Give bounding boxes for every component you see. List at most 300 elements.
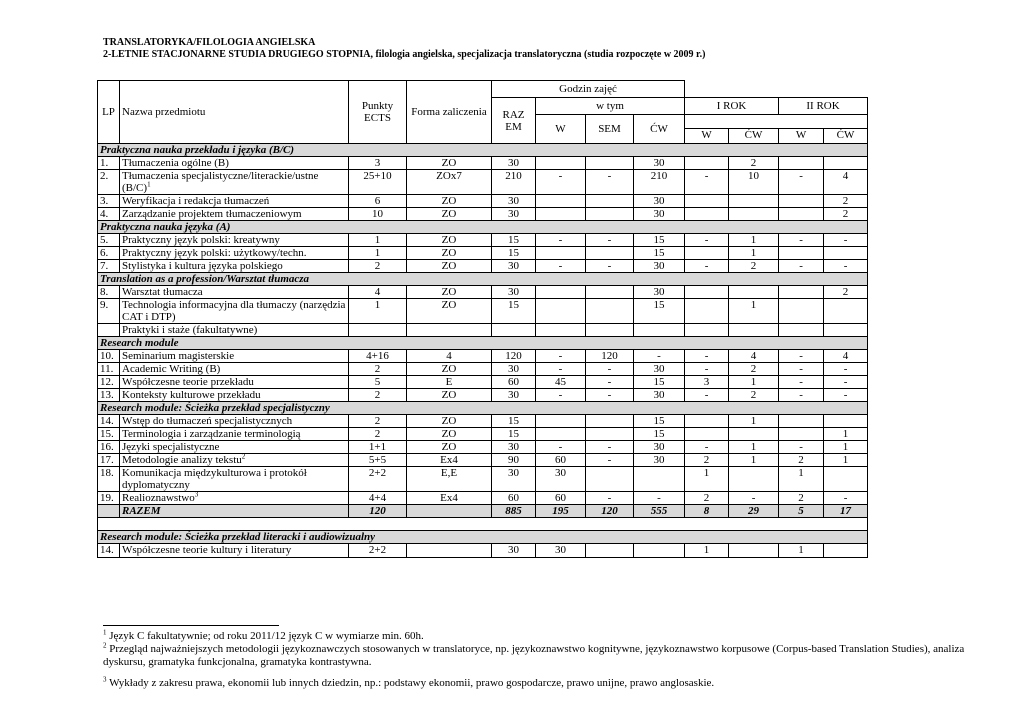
row-ects: 3: [349, 157, 407, 170]
row-course-name: Praktyczny język polski: użytkowy/techn.: [120, 247, 349, 260]
header-ii-rok: II ROK: [779, 98, 868, 115]
row-razem: 210: [492, 170, 536, 195]
row-sem: -: [586, 492, 634, 505]
row-r1w: -: [685, 389, 729, 402]
row-cw: 30: [634, 157, 685, 170]
total-label: RAZEM: [120, 505, 349, 518]
row-r1w: [685, 324, 729, 337]
row-razem: 30: [492, 544, 536, 558]
row-r2cw: 4: [824, 350, 868, 363]
row-razem: 30: [492, 441, 536, 454]
row-w: [536, 415, 586, 428]
row-r1w: [685, 208, 729, 221]
row-r1cw: [729, 195, 779, 208]
row-lp: 12.: [98, 376, 120, 389]
row-course-name: Technologia informacyjna dla tłumaczy (narzędzia CAT i DTP): [120, 299, 349, 324]
row-r1cw: 2: [729, 363, 779, 376]
row-forma: E,E: [407, 467, 492, 492]
row-sem: [586, 299, 634, 324]
row-sem: -: [586, 260, 634, 273]
row-lp: 16.: [98, 441, 120, 454]
row-r1w: -: [685, 363, 729, 376]
row-r1cw: [729, 428, 779, 441]
row-w: [536, 428, 586, 441]
row-r1cw: [729, 467, 779, 492]
row-sem: [586, 195, 634, 208]
row-course-name: Komunikacja międzykulturowa i protokół dyplomatyczny: [120, 467, 349, 492]
row-r1cw: 2: [729, 389, 779, 402]
row-ects: 1+1: [349, 441, 407, 454]
section-title: Research module: Ścieżka przekład literacki i audiowizualny: [98, 531, 868, 544]
document-title: TRANSLATORYKA/FILOLOGIA ANGIELSKA: [103, 37, 316, 48]
row-lp: [98, 324, 120, 337]
row-sem: [586, 544, 634, 558]
row-r2w: -: [779, 350, 824, 363]
row-lp: 6.: [98, 247, 120, 260]
row-course-name: Seminarium magisterskie: [120, 350, 349, 363]
row-r2w: -: [779, 260, 824, 273]
row-w: [536, 324, 586, 337]
table-row: [98, 195, 868, 208]
row-r2w: [779, 208, 824, 221]
row-r2w: -: [779, 170, 824, 195]
row-r1cw: 10: [729, 170, 779, 195]
row-forma: Ex4: [407, 454, 492, 467]
row-r1cw: 1: [729, 415, 779, 428]
row-razem: 15: [492, 234, 536, 247]
row-r2cw: -: [824, 389, 868, 402]
row-w: -: [536, 441, 586, 454]
row-sem: 120: [586, 350, 634, 363]
row-r2cw: -: [824, 492, 868, 505]
table-row: [98, 544, 868, 558]
table-row: [98, 247, 868, 260]
row-r2cw: [824, 415, 868, 428]
row-r1w: -: [685, 170, 729, 195]
row-r2w: [779, 415, 824, 428]
row-w: -: [536, 363, 586, 376]
row-course-name: Konteksty kulturowe przekładu: [120, 389, 349, 402]
row-sem: [586, 415, 634, 428]
section-header: [98, 402, 868, 415]
row-forma: ZO: [407, 157, 492, 170]
table-row: [98, 415, 868, 428]
row-cw: 30: [634, 363, 685, 376]
row-ects: 6: [349, 195, 407, 208]
table-row: [98, 157, 868, 170]
row-cw: 15: [634, 247, 685, 260]
row-forma: [407, 544, 492, 558]
row-forma: ZO: [407, 286, 492, 299]
row-r1w: [685, 286, 729, 299]
row-r1w: [685, 428, 729, 441]
row-forma: 4: [407, 350, 492, 363]
row-w: 60: [536, 492, 586, 505]
row-w: [536, 195, 586, 208]
row-cw: -: [634, 492, 685, 505]
row-lp: 13.: [98, 389, 120, 402]
row-r1w: -: [685, 260, 729, 273]
row-sem: [586, 247, 634, 260]
row-w: [536, 208, 586, 221]
row-lp: 5.: [98, 234, 120, 247]
row-cw: 15: [634, 415, 685, 428]
row-w: -: [536, 234, 586, 247]
row-cw: 30: [634, 260, 685, 273]
row-w: [536, 286, 586, 299]
table-row: [98, 376, 868, 389]
row-razem: 30: [492, 157, 536, 170]
header-sem: SEM: [586, 115, 634, 144]
row-cw: 15: [634, 428, 685, 441]
row-r1cw: [729, 544, 779, 558]
table-row: [98, 299, 868, 324]
section-title: Praktyczna nauka przekładu i języka (B/C): [98, 144, 868, 157]
row-forma: E: [407, 376, 492, 389]
row-r2cw: -: [824, 234, 868, 247]
row-r1w: [685, 195, 729, 208]
total-w: 195: [536, 505, 586, 518]
table-row: [98, 208, 868, 221]
table-row: [98, 286, 868, 299]
row-w: -: [536, 260, 586, 273]
row-course-name: Zarządzanie projektem tłumaczeniowym: [120, 208, 349, 221]
table-row: [98, 324, 868, 337]
row-razem: 15: [492, 428, 536, 441]
row-sem: -: [586, 363, 634, 376]
row-r1cw: 1: [729, 299, 779, 324]
row-ects: 2: [349, 389, 407, 402]
table-row: [98, 454, 868, 467]
section-header: [98, 221, 868, 234]
row-course-name: Terminologia i zarządzanie terminologią: [120, 428, 349, 441]
row-lp: 7.: [98, 260, 120, 273]
row-forma: [407, 324, 492, 337]
row-r2cw: [824, 247, 868, 260]
row-cw: 30: [634, 441, 685, 454]
row-r2w: 1: [779, 467, 824, 492]
row-razem: 30: [492, 389, 536, 402]
row-r1cw: -: [729, 492, 779, 505]
row-r2cw: 1: [824, 454, 868, 467]
row-lp: 2.: [98, 170, 120, 195]
header-godzin: Godzin zajęć: [492, 81, 685, 98]
row-r2cw: [824, 544, 868, 558]
row-course-name: Academic Writing (B): [120, 363, 349, 376]
row-course-name: Weryfikacja i redakcja tłumaczeń: [120, 195, 349, 208]
row-cw: 15: [634, 376, 685, 389]
row-r2w: [779, 195, 824, 208]
row-course-name: Języki specjalistyczne: [120, 441, 349, 454]
row-ects: 4+4: [349, 492, 407, 505]
row-razem: [492, 324, 536, 337]
total-forma: [407, 505, 492, 518]
row-ects: 2+2: [349, 467, 407, 492]
row-r2cw: -: [824, 260, 868, 273]
row-r1cw: 2: [729, 157, 779, 170]
row-razem: 30: [492, 286, 536, 299]
table-row: [98, 441, 868, 454]
row-r1w: [685, 415, 729, 428]
row-ects: 2: [349, 428, 407, 441]
row-r2w: -: [779, 441, 824, 454]
document-subtitle: 2-LETNIE STACJONARNE STUDIA DRUGIEGO STOPNIA, filologia angielska, specjalizacja translatoryczna (studia rozpoczęte w 2009 r.): [103, 49, 706, 60]
total-r1w: 8: [685, 505, 729, 518]
row-cw: [634, 467, 685, 492]
row-razem: 60: [492, 492, 536, 505]
header-rok2-w: W: [779, 129, 824, 144]
row-forma: ZO: [407, 208, 492, 221]
row-razem: 30: [492, 195, 536, 208]
row-r2w: [779, 247, 824, 260]
row-r2cw: [824, 467, 868, 492]
spacer-cell: [98, 518, 868, 531]
row-r2w: 1: [779, 544, 824, 558]
row-lp: 19.: [98, 492, 120, 505]
row-lp: 15.: [98, 428, 120, 441]
total-r2cw: 17: [824, 505, 868, 518]
row-r1w: [685, 299, 729, 324]
row-r2w: [779, 428, 824, 441]
row-razem: 15: [492, 415, 536, 428]
row-forma: ZO: [407, 389, 492, 402]
row-ects: 4+16: [349, 350, 407, 363]
row-w: [536, 299, 586, 324]
table-row: [98, 350, 868, 363]
row-sem: [586, 467, 634, 492]
row-course-name: Współczesne teorie kultury i literatury: [120, 544, 349, 558]
row-w: 45: [536, 376, 586, 389]
row-ects: 1: [349, 299, 407, 324]
header-name: Nazwa przedmiotu: [120, 81, 349, 144]
row-ects: 5+5: [349, 454, 407, 467]
row-forma: ZO: [407, 247, 492, 260]
row-sem: -: [586, 170, 634, 195]
total-r1cw: 29: [729, 505, 779, 518]
row-course-name: Praktyki i staże (fakultatywne): [120, 324, 349, 337]
row-r2cw: 2: [824, 286, 868, 299]
row-forma: ZO: [407, 363, 492, 376]
row-razem: 30: [492, 363, 536, 376]
table-row: [98, 170, 868, 195]
row-course-name: Metodologie analizy tekstu$^2$: [120, 454, 349, 467]
row-r1cw: 1: [729, 247, 779, 260]
footnote-ref: 1: [147, 180, 151, 189]
row-course-name: Stylistyka i kultura języka polskiego: [120, 260, 349, 273]
row-w: 60: [536, 454, 586, 467]
row-r1w: 1: [685, 467, 729, 492]
row-ects: 1: [349, 234, 407, 247]
row-sem: [586, 324, 634, 337]
footnote-ref: 2: [241, 453, 246, 461]
row-sem: -: [586, 376, 634, 389]
row-r1w: 1: [685, 544, 729, 558]
table-row: [98, 234, 868, 247]
row-lp: 14.: [98, 415, 120, 428]
row-w: [536, 247, 586, 260]
row-r2w: -: [779, 376, 824, 389]
row-ects: 10: [349, 208, 407, 221]
section-header: [98, 337, 868, 350]
row-sem: [586, 286, 634, 299]
row-cw: [634, 324, 685, 337]
row-r1cw: 1: [729, 441, 779, 454]
row-w: [536, 157, 586, 170]
row-r2cw: 1: [824, 428, 868, 441]
row-course-name: Warsztat tłumacza: [120, 286, 349, 299]
row-r2cw: -: [824, 376, 868, 389]
row-lp: 3.: [98, 195, 120, 208]
section-title: Translation as a profession/Warsztat tłumacza: [98, 273, 868, 286]
section-title: Praktyczna nauka języka (A): [98, 221, 868, 234]
row-razem: 60: [492, 376, 536, 389]
row-r2w: 2: [779, 492, 824, 505]
row-razem: 30: [492, 208, 536, 221]
section-header: [98, 531, 868, 544]
header-rok2-cw: ĆW: [824, 129, 868, 144]
row-forma: ZO: [407, 441, 492, 454]
header-lp: LP: [98, 81, 120, 144]
row-sem: -: [586, 441, 634, 454]
footnote-separator: [103, 625, 279, 626]
header-w: W: [536, 115, 586, 144]
table-row: [98, 260, 868, 273]
row-cw: 30: [634, 389, 685, 402]
row-r1cw: [729, 324, 779, 337]
row-w: -: [536, 350, 586, 363]
row-forma: ZO: [407, 260, 492, 273]
row-course-name: Wstęp do tłumaczeń specjalistycznych: [120, 415, 349, 428]
total-r2w: 5: [779, 505, 824, 518]
row-r2cw: 2: [824, 195, 868, 208]
footnote-ref: 3: [194, 491, 199, 499]
total-lp: [98, 505, 120, 518]
row-r2w: -: [779, 234, 824, 247]
row-cw: 30: [634, 195, 685, 208]
row-razem: 15: [492, 247, 536, 260]
row-ects: 5: [349, 376, 407, 389]
row-course-name: Współczesne teorie przekładu: [120, 376, 349, 389]
total-cw: 555: [634, 505, 685, 518]
row-r1w: [685, 157, 729, 170]
row-lp: 11.: [98, 363, 120, 376]
row-r1w: -: [685, 234, 729, 247]
row-razem: 30: [492, 260, 536, 273]
row-course-name: Tłumaczenia specjalistyczne/literackie/ustne $(B/C)^1$: [120, 170, 349, 195]
row-r2cw: 4: [824, 170, 868, 195]
row-w: 30: [536, 467, 586, 492]
row-ects: 1: [349, 247, 407, 260]
row-r1cw: [729, 208, 779, 221]
row-forma: ZO: [407, 234, 492, 247]
spacer-row: [98, 518, 868, 531]
row-r2w: [779, 286, 824, 299]
row-r1cw: [729, 286, 779, 299]
header-w-tym: w tym: [536, 98, 685, 115]
table-row: [98, 492, 868, 505]
row-lp: 8.: [98, 286, 120, 299]
footnote-1: $^1$ Język C fakultatywnie; od roku 2011/12 język C w wymiarze min. 60h.: [103, 628, 424, 642]
table-row: [98, 389, 868, 402]
table-row: [98, 467, 868, 492]
row-ects: [349, 324, 407, 337]
row-razem: 120: [492, 350, 536, 363]
row-cw: 15: [634, 299, 685, 324]
row-r2w: [779, 157, 824, 170]
row-cw: 30: [634, 208, 685, 221]
row-forma: ZO: [407, 299, 492, 324]
table-row: [98, 428, 868, 441]
row-r2w: [779, 299, 824, 324]
row-cw: 210: [634, 170, 685, 195]
row-course-name: Realioznawstwo$^3$: [120, 492, 349, 505]
header-cw: ĆW: [634, 115, 685, 144]
row-r2cw: -: [824, 363, 868, 376]
row-r1cw: 2: [729, 260, 779, 273]
row-ects: 4: [349, 286, 407, 299]
total-ects: 120: [349, 505, 407, 518]
row-r2cw: [824, 324, 868, 337]
row-razem: 90: [492, 454, 536, 467]
row-lp: 18.: [98, 467, 120, 492]
row-lp: 9.: [98, 299, 120, 324]
row-sem: -: [586, 389, 634, 402]
row-forma: ZOx7: [407, 170, 492, 195]
section-title: Research module: [98, 337, 868, 350]
row-w: 30: [536, 544, 586, 558]
row-r2cw: 1: [824, 441, 868, 454]
row-lp: 4.: [98, 208, 120, 221]
header-razem: RAZ EM: [492, 98, 536, 144]
row-cw: 15: [634, 234, 685, 247]
row-sem: [586, 428, 634, 441]
header-rok1-cw: ĆW: [729, 129, 779, 144]
row-r2w: -: [779, 363, 824, 376]
section-header: [98, 273, 868, 286]
header-ects: Punkty ECTS: [349, 81, 407, 144]
row-w: -: [536, 170, 586, 195]
row-r1cw: 1: [729, 234, 779, 247]
row-ects: 2: [349, 260, 407, 273]
row-lp: 1.: [98, 157, 120, 170]
row-r2w: [779, 324, 824, 337]
section-title: Research module: Ścieżka przekład specjalistyczny: [98, 402, 868, 415]
footnote-2: $^2$ Przegląd najważniejszych metodologii językoznawczych stosowanych w translatoryce, np. językoznawstwo kognitywne, językoznawstwo korpusowe (Corpus-based Translation Studies), analiza dyskursu, gramatyka funkcjonalna, gramatyka kontrastywna.: [103, 641, 965, 668]
row-ects: 2: [349, 363, 407, 376]
row-course-name: Praktyczny język polski: kreatywny: [120, 234, 349, 247]
total-sem: 120: [586, 505, 634, 518]
row-ects: 2+2: [349, 544, 407, 558]
footnote-3: $^3$ Wykłady z zakresu prawa, ekonomii lub innych dziedzin, np.: podstawy ekonomii, prawo gospodarcze, prawo unijne, prawo anglosaskie.: [103, 675, 715, 689]
row-forma: ZO: [407, 195, 492, 208]
row-razem: 30: [492, 467, 536, 492]
row-r1w: -: [685, 350, 729, 363]
row-sem: [586, 157, 634, 170]
row-sem: -: [586, 454, 634, 467]
total-razem: 885: [492, 505, 536, 518]
row-r2cw: [824, 299, 868, 324]
row-course-name: Tłumaczenia ogólne (B): [120, 157, 349, 170]
section-header: [98, 144, 868, 157]
row-sem: [586, 208, 634, 221]
row-r2cw: 2: [824, 208, 868, 221]
row-r1w: 2: [685, 492, 729, 505]
curriculum-table: [97, 80, 868, 558]
row-lp: 14.: [98, 544, 120, 558]
header-rok1-w: W: [685, 129, 729, 144]
row-ects: 2: [349, 415, 407, 428]
row-cw: 30: [634, 286, 685, 299]
